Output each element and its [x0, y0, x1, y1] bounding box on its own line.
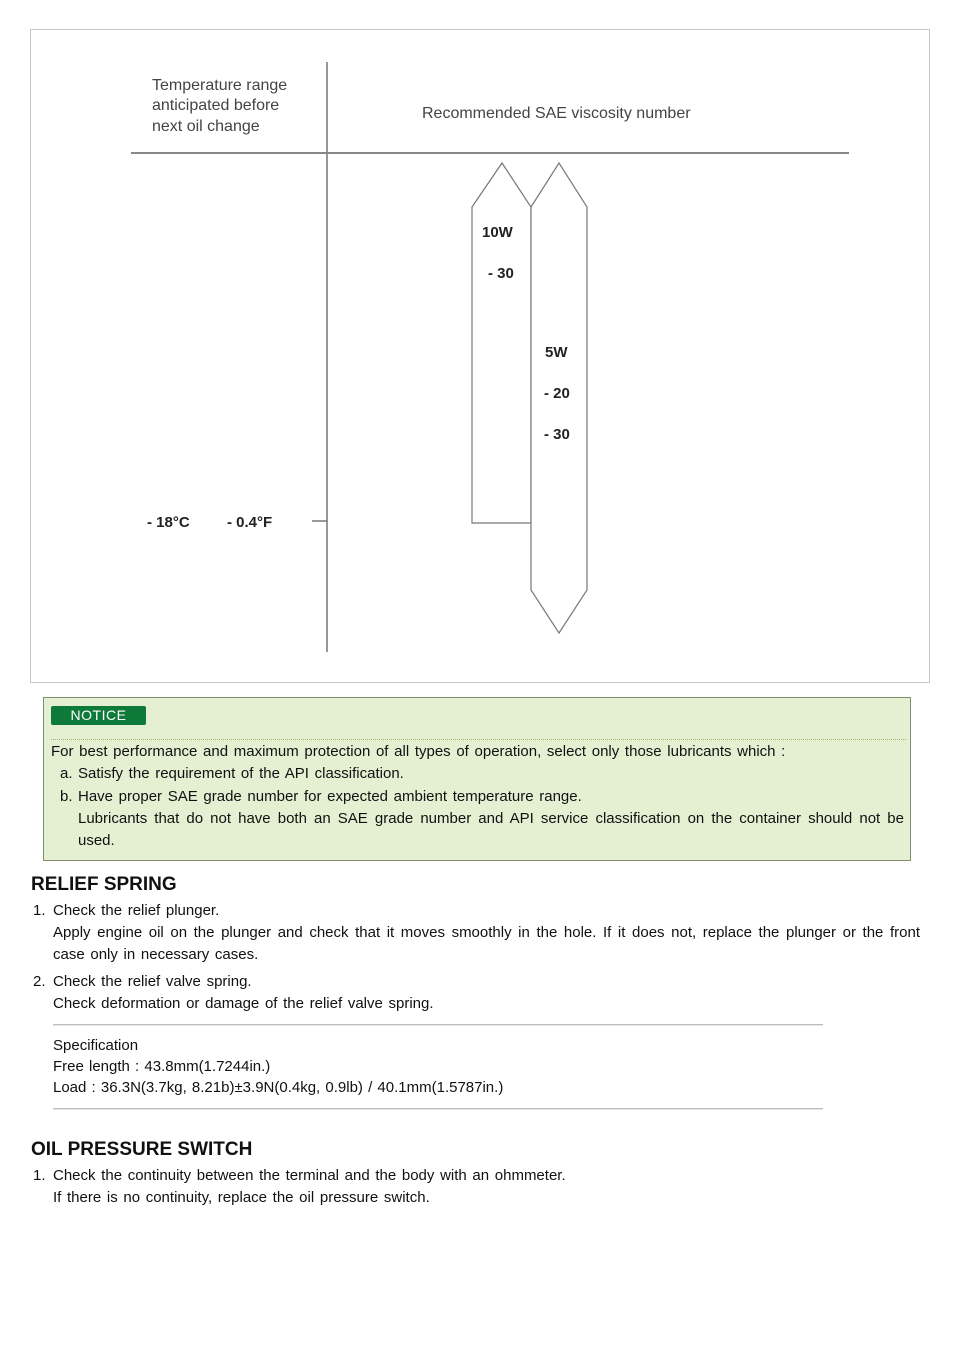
specification-block	[53, 1035, 823, 1098]
notice-divider	[51, 739, 906, 740]
notice-intro: For best performance and maximum protection of all types of operation, select only those lubricants which :	[51, 743, 786, 760]
left-header-line-2: anticipated before	[152, 97, 280, 114]
grade-band-10w-30	[472, 163, 531, 523]
section-heading-oil-pressure-switch: OIL PRESSURE SWITCH	[31, 1139, 253, 1160]
spec-top-rule	[53, 1024, 823, 1025]
spec-load: Load : 36.3N(3.7kg, 8.21b)±3.9N(0.4kg, 0.9lb) / 40.1mm(1.5787in.)	[53, 1079, 504, 1096]
grade-5w-suffix-2: - 30	[544, 426, 570, 443]
notice-item-marker: b.	[60, 788, 73, 805]
viscosity-chart-svg	[31, 30, 931, 684]
relief-step-2	[33, 971, 920, 1015]
step-title: Check the continuity between the terminal and the body with an ohmmeter.	[53, 1167, 566, 1184]
grade-5w-label: 5W	[545, 344, 568, 361]
left-header-line-1: Temperature range	[152, 77, 288, 94]
step-text: If there is no continuity, replace the oil pressure switch.	[53, 1189, 430, 1206]
temperature-fahrenheit: - 0.4°F	[227, 514, 273, 531]
notice-item-subtext: Lubricants that do not have both an SAE grade number and API service classification on the container should not be used.	[78, 810, 904, 849]
step-text: Apply engine oil on the plunger and check that it moves smoothly in the hole. If it does not, replace the plunger or the front case only in necessary cases.	[53, 924, 920, 963]
step-title: Check the relief valve spring.	[53, 973, 252, 990]
notice-item-marker: a.	[60, 765, 73, 782]
temperature-celsius: - 18°C	[147, 514, 190, 531]
spec-free-length: Free length : 43.8mm(1.7244in.)	[53, 1058, 271, 1075]
notice-item-text: Have proper SAE grade number for expected ambient temperature range.	[78, 788, 582, 805]
step-number: 1.	[33, 902, 46, 919]
notice-content	[51, 741, 904, 852]
relief-step-1	[33, 900, 920, 966]
notice-badge: NOTICE	[51, 706, 146, 725]
step-title: Check the relief plunger.	[53, 902, 220, 919]
left-header-line-3: next oil change	[152, 118, 260, 135]
viscosity-chart-figure	[30, 29, 930, 683]
spec-bottom-rule	[53, 1108, 823, 1109]
step-number: 1.	[33, 1167, 46, 1184]
notice-item	[51, 763, 904, 785]
oil-switch-step-1	[33, 1165, 920, 1209]
notice-item	[51, 786, 904, 852]
grade-5w-suffix-1: - 20	[544, 385, 570, 402]
step-number: 2.	[33, 973, 46, 990]
spec-label: Specification	[53, 1037, 139, 1054]
step-text: Check deformation or damage of the relief valve spring.	[53, 995, 434, 1012]
notice-item-text: Satisfy the requirement of the API classification.	[78, 765, 404, 782]
grade-10w-label: 10W	[482, 224, 513, 241]
right-header: Recommended SAE viscosity number	[422, 105, 691, 122]
section-heading-relief-spring: RELIEF SPRING	[31, 874, 177, 895]
grade-10w-suffix: - 30	[488, 265, 514, 282]
notice-box	[43, 697, 911, 861]
notice-list	[51, 763, 904, 852]
